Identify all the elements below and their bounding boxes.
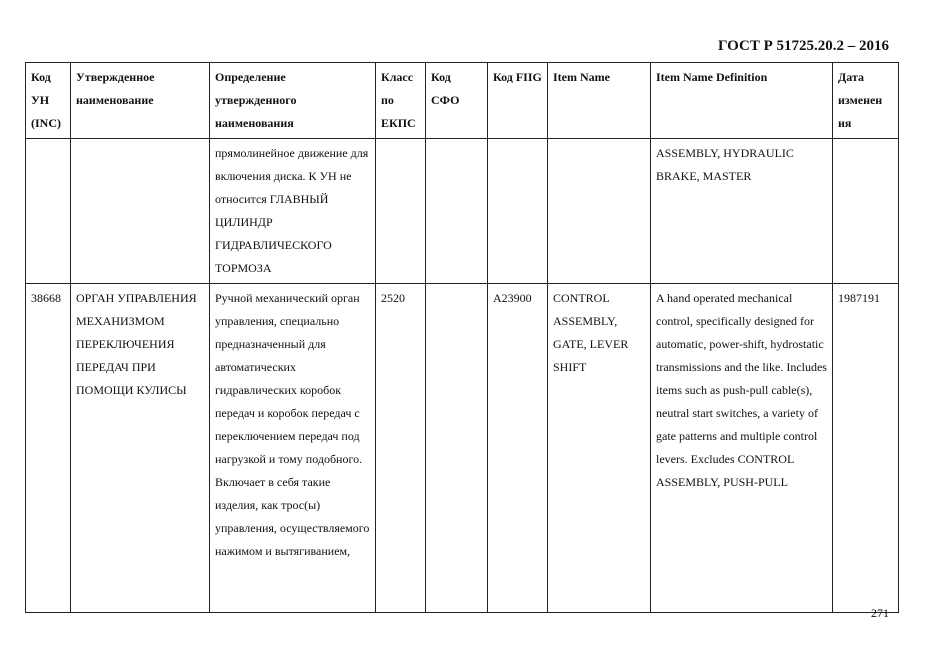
document-title: ГОСТ Р 51725.20.2 – 2016 xyxy=(717,38,889,54)
header-item-name: Item Name xyxy=(548,63,651,139)
page-number: 271 xyxy=(871,606,889,620)
cell-item-name-definition: ASSEMBLY, HYDRAULIC BRAKE, MASTER xyxy=(651,139,833,284)
cell-date-changed xyxy=(833,139,899,284)
header-approved-name: Утвержденное наименование xyxy=(71,63,210,139)
header-inc: Код УН (INC) xyxy=(26,63,71,139)
cell-item-name: CONTROL ASSEMBLY, GATE, LEVER SHIFT xyxy=(548,284,651,613)
header-definition: Определение утвержденного наименования xyxy=(210,63,376,139)
cell-item-name-definition: A hand operated mechanical control, specifically designed for automatic, power-shift, hydrostatic transmissions and the like. Includes items such as push-pull cable(s), neutral start switches, a variety of gate patterns and multiple control levers. Excludes CONTROL ASSEMBLY, PUSH-PULL xyxy=(651,284,833,613)
header-code-sfo: Код СФО xyxy=(426,63,488,139)
cell-definition: Ручной механический орган управления, специально предназначенный для автоматических гидравлических коробок передач и коробок передач с переключением передач под нагрузкой и тому подобного. Включает в себя такие изделия, как трос(ы) управления, осуществляемого нажимом и вытягиванием, xyxy=(210,284,376,613)
header-class-ekps: Класс по ЕКПС xyxy=(376,63,426,139)
cell-inc xyxy=(26,139,71,284)
table-row xyxy=(26,139,899,284)
cell-inc: 38668 xyxy=(26,284,71,613)
header-date-changed: Дата изменен ия xyxy=(833,63,899,139)
cell-item-name xyxy=(548,139,651,284)
header-code-fiig: Код FIIG xyxy=(488,63,548,139)
cell-class-ekps: 2520 xyxy=(376,284,426,613)
cell-code-fiig xyxy=(488,139,548,284)
cell-code-sfo xyxy=(426,284,488,613)
cell-definition: прямолинейное движение для включения диска. К УН не относится ГЛАВНЫЙ ЦИЛИНДР ГИДРАВЛИЧЕСКОГО ТОРМОЗА xyxy=(210,139,376,284)
table-row xyxy=(26,284,899,613)
cell-class-ekps xyxy=(376,139,426,284)
cell-approved-name: ОРГАН УПРАВЛЕНИЯ МЕХАНИЗМОМ ПЕРЕКЛЮЧЕНИЯ ПЕРЕДАЧ ПРИ ПОМОЩИ КУЛИСЫ xyxy=(71,284,210,613)
cell-date-changed: 1987191 xyxy=(833,284,899,613)
cell-code-sfo xyxy=(426,139,488,284)
table-header-row xyxy=(26,63,899,139)
cell-approved-name xyxy=(71,139,210,284)
data-table xyxy=(25,62,899,613)
header-item-name-definition: Item Name Definition xyxy=(651,63,833,139)
cell-code-fiig: A23900 xyxy=(488,284,548,613)
